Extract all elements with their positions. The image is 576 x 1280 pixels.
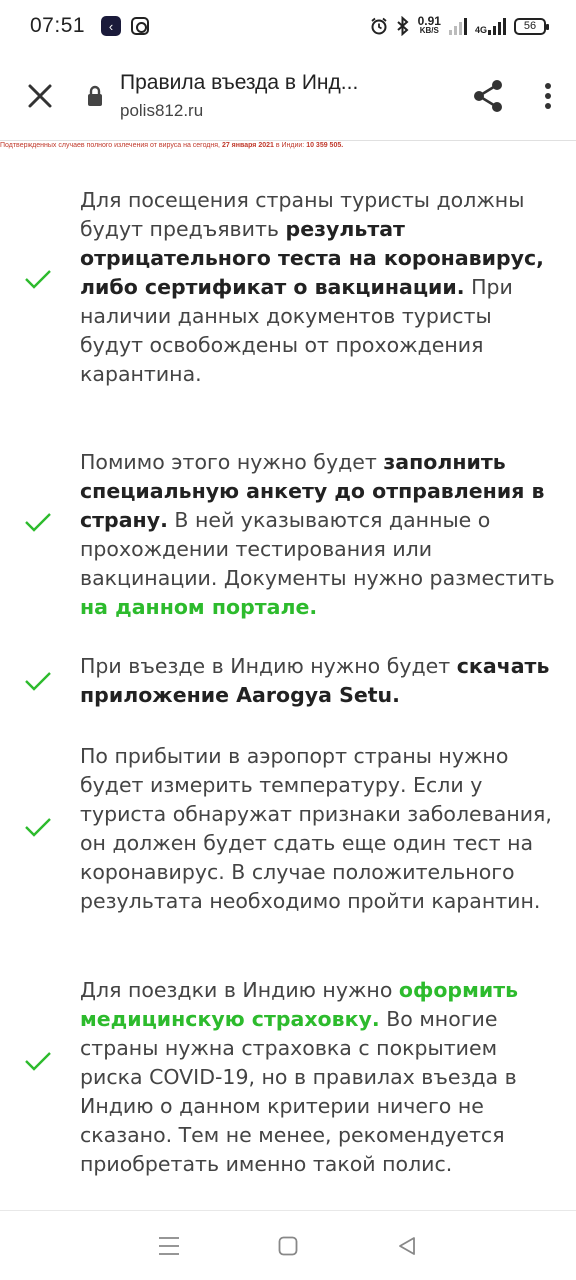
checkmark-icon — [24, 1050, 52, 1072]
checkmark-icon — [24, 670, 52, 692]
page-title: Правила въезда в Инд... — [120, 71, 359, 94]
notification-icons — [101, 16, 149, 36]
list-item-text: Для поездки в Индию нужно оформить медицинскую страховку. Во многие страны нужна страховка с покрытием риска COVID-19, но в правилах въезда в Индию о данном критерии ничего не сказано. Тем не менее, рекомендуется приобретать именно такой полис. — [80, 978, 519, 1176]
app-notification-icon: ‹ — [101, 16, 121, 36]
home-square-icon — [278, 1236, 298, 1256]
recent-apps-button[interactable] — [149, 1226, 189, 1266]
speed-value: 0.91 — [417, 14, 441, 28]
signal-icon — [449, 17, 467, 35]
list-item — [0, 186, 576, 418]
instagram-icon — [131, 17, 149, 35]
checkmark-icon — [24, 511, 52, 533]
status-bar — [0, 0, 576, 52]
checkmark-icon — [24, 268, 52, 290]
toolbar-divider — [0, 140, 576, 141]
list-item — [0, 976, 576, 1180]
network-type: 4G — [474, 25, 487, 35]
close-button[interactable] — [0, 52, 80, 140]
signal-icon-2 — [488, 17, 506, 35]
list-item-text: Для посещения страны туристы должны будут предъявить результат отрицательного теста на коронавирус, либо сертификат о вакцинации. При наличии данных документов туристы будут освобождены от прохождения карантина. — [80, 188, 544, 386]
page-url: polis812.ru — [120, 101, 204, 120]
browser-toolbar — [0, 52, 576, 140]
checkmark-icon — [24, 816, 52, 838]
cut-off-text: Подтвержденных случаев полного излечения от вируса на сегодня, 27 января 2021 в Индии: 10 359 505. — [0, 142, 344, 149]
share-icon — [472, 79, 504, 113]
insurance-link[interactable]: оформить медицинскую страховку. — [80, 978, 519, 1031]
menu-icon — [158, 1236, 180, 1256]
list-item-text: При въезде в Индию нужно будет скачать приложение Aarogya Setu. — [80, 654, 550, 707]
list-item — [0, 742, 576, 946]
back-button[interactable] — [387, 1226, 427, 1266]
system-navigation-bar — [0, 1210, 576, 1280]
list-item — [0, 448, 576, 623]
network-speed — [418, 16, 441, 36]
list-item-text: По прибытии в аэропорт страны нужно будет измерить температуру. Если у туриста обнаружат признаки заболевания, он должен будет сдать еще один тест на коронавирус. В случае положительного результата необходимо пройти карантин. — [80, 744, 552, 913]
more-menu-button[interactable] — [520, 52, 576, 140]
battery-icon — [514, 18, 546, 35]
back-triangle-icon — [397, 1236, 417, 1256]
status-right — [370, 16, 546, 36]
speed-unit: KB/S — [419, 26, 439, 35]
list-item — [0, 652, 576, 712]
share-button[interactable] — [456, 52, 520, 140]
close-icon — [27, 83, 53, 109]
portal-link[interactable]: на данном портале. — [80, 595, 318, 619]
more-vertical-icon — [544, 82, 552, 110]
alarm-icon — [370, 17, 388, 35]
title-block[interactable] — [80, 71, 456, 121]
list-item-text: Помимо этого нужно будет заполнить специальную анкету до отправления в страну. В ней указываются данные о прохождении тестирования или вакцинации. Документы нужно разместить на данном портале. — [80, 450, 555, 619]
bluetooth-icon — [396, 16, 410, 36]
status-time: 07:51 — [30, 14, 86, 37]
battery-level: 56 — [523, 20, 537, 32]
lock-icon — [80, 85, 110, 107]
home-button[interactable] — [268, 1226, 308, 1266]
